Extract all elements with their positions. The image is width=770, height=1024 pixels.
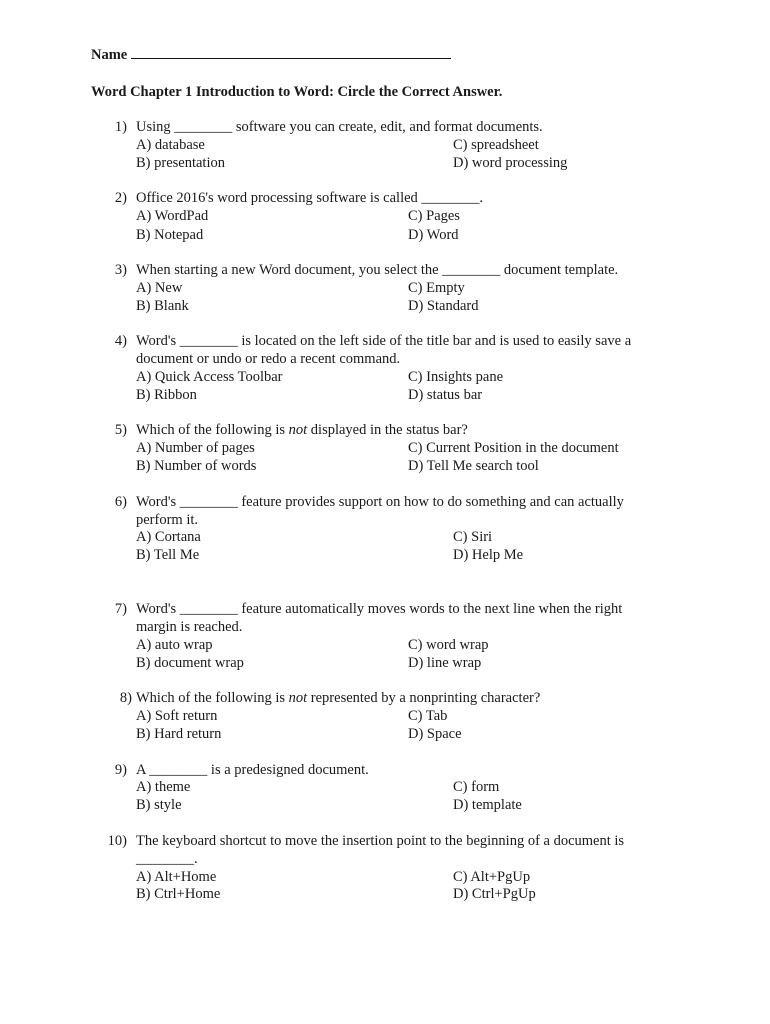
- question-stem: [136, 421, 666, 439]
- question-stem: Using ________ software you can create, edit, and format documents.: [136, 119, 543, 135]
- option-a[interactable]: A) auto wrap: [136, 637, 213, 653]
- option-a[interactable]: A) theme: [136, 779, 191, 795]
- option-d[interactable]: D) line wrap: [408, 655, 482, 671]
- option-c[interactable]: C) Tab: [408, 708, 448, 724]
- question-stem-line-1: Word's ________ feature provides support on how to do something and can actually: [136, 494, 624, 510]
- option-b[interactable]: B) Number of words: [136, 458, 257, 474]
- question-number: 2): [114, 190, 127, 206]
- question-number: 10): [107, 833, 127, 849]
- option-c[interactable]: C) word wrap: [408, 637, 489, 653]
- option-c[interactable]: C) spreadsheet: [453, 137, 539, 153]
- option-c[interactable]: C) form: [453, 779, 500, 795]
- question-number: 9): [114, 762, 127, 778]
- question-number: 1): [114, 119, 127, 135]
- stem-emphasis: not: [288, 690, 308, 706]
- question-stem-line-2: margin is reached.: [136, 619, 243, 635]
- question-stem-line-1: The keyboard shortcut to move the insertion point to the beginning of a document is: [136, 833, 625, 849]
- option-b[interactable]: B) Hard return: [136, 726, 222, 742]
- question-number: 4): [114, 333, 127, 349]
- stem-text: represented by a nonprinting character?: [307, 690, 541, 706]
- stem-emphasis: not: [288, 422, 308, 438]
- option-b[interactable]: B) document wrap: [136, 655, 244, 671]
- option-a[interactable]: A) Number of pages: [136, 440, 255, 456]
- option-d[interactable]: D) Word: [408, 227, 459, 243]
- page-title: Word Chapter 1 Introduction to Word: Circle the Correct Answer.: [91, 84, 503, 100]
- option-d[interactable]: D) Space: [408, 726, 462, 742]
- option-d[interactable]: D) word processing: [453, 155, 568, 171]
- option-b[interactable]: B) style: [136, 797, 182, 813]
- option-c[interactable]: C) Pages: [408, 208, 460, 224]
- question-stem: When starting a new Word document, you select the ________ document template.: [136, 262, 619, 278]
- option-b[interactable]: B) Ctrl+Home: [136, 886, 221, 902]
- question-number: 6): [114, 494, 127, 510]
- option-a[interactable]: A) Alt+Home: [136, 869, 217, 885]
- option-b[interactable]: B) Tell Me: [136, 547, 200, 563]
- name-field-label: [91, 44, 451, 64]
- name-label: Name: [91, 47, 128, 63]
- stem-text: Which of the following is: [136, 690, 289, 706]
- option-d[interactable]: D) Help Me: [453, 547, 524, 563]
- question-number: 5): [114, 422, 127, 438]
- option-c[interactable]: C) Insights pane: [408, 369, 504, 385]
- question-number: 8): [119, 690, 132, 706]
- option-a[interactable]: A) database: [136, 137, 205, 153]
- stem-text: Which of the following is: [136, 422, 289, 438]
- option-a[interactable]: A) WordPad: [136, 208, 209, 224]
- question-stem-line-1: Word's ________ feature automatically moves words to the next line when the right: [136, 601, 623, 617]
- option-d[interactable]: D) Ctrl+PgUp: [453, 886, 536, 902]
- option-a[interactable]: A) Cortana: [136, 529, 201, 545]
- question-stem: A ________ is a predesigned document.: [136, 762, 369, 778]
- name-underline: [131, 44, 451, 59]
- option-b[interactable]: B) presentation: [136, 155, 225, 171]
- stem-text: displayed in the status bar?: [307, 422, 468, 438]
- option-a[interactable]: A) Quick Access Toolbar: [136, 369, 283, 385]
- question-stem: Office 2016's word processing software is called ________.: [136, 190, 484, 206]
- question-stem-line-1: Word's ________ is located on the left side of the title bar and is used to easily save a: [136, 333, 632, 349]
- option-b[interactable]: B) Notepad: [136, 227, 204, 243]
- option-d[interactable]: D) template: [453, 797, 522, 813]
- option-a[interactable]: A) New: [136, 280, 183, 296]
- option-b[interactable]: B) Blank: [136, 298, 189, 314]
- option-c[interactable]: C) Empty: [408, 280, 465, 296]
- question-stem-line-2: perform it.: [136, 512, 199, 528]
- question-number: 7): [114, 601, 127, 617]
- option-c[interactable]: C) Current Position in the document: [408, 440, 619, 456]
- question-stem-line-2: document or undo or redo a recent command.: [136, 351, 401, 367]
- option-d[interactable]: D) Tell Me search tool: [408, 458, 539, 474]
- option-b[interactable]: B) Ribbon: [136, 387, 197, 403]
- question-stem: [136, 689, 666, 707]
- option-d[interactable]: D) status bar: [408, 387, 483, 403]
- option-c[interactable]: C) Alt+PgUp: [453, 869, 531, 885]
- option-d[interactable]: D) Standard: [408, 298, 479, 314]
- option-c[interactable]: C) Siri: [453, 529, 493, 545]
- option-a[interactable]: A) Soft return: [136, 708, 218, 724]
- question-stem-line-2: ________.: [136, 851, 198, 867]
- question-number: 3): [114, 262, 127, 278]
